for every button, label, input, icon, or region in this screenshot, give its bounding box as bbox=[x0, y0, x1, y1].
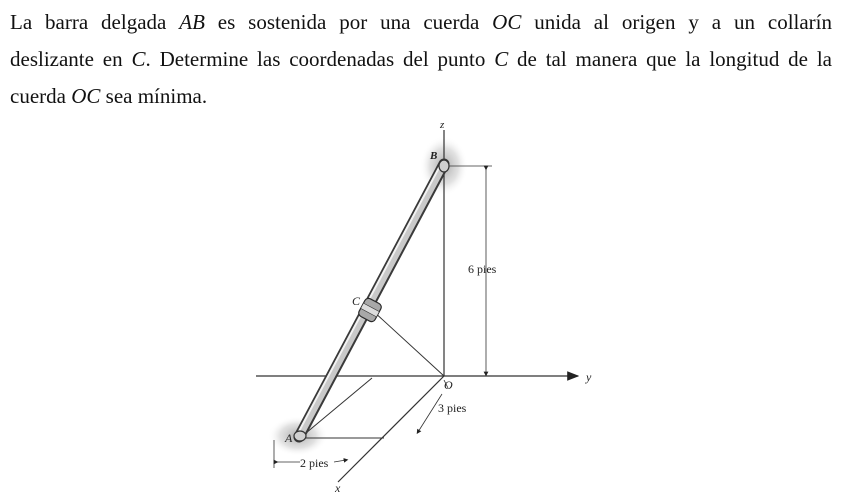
text-segment: . Determine las coordenadas del punto bbox=[145, 47, 495, 71]
symbol-OC: OC bbox=[492, 10, 522, 34]
text-segment: La barra delgada bbox=[10, 10, 180, 34]
axis-label-x: x bbox=[335, 481, 341, 495]
text-segment: de tal manera que la longitud de la bbox=[508, 47, 833, 71]
dim-2-label: 2 pies bbox=[300, 456, 329, 470]
symbol-C: C bbox=[131, 47, 146, 71]
dim-2-line-right bbox=[334, 460, 346, 462]
symbol-AB: AB bbox=[179, 10, 205, 34]
text-segment: es sostenida por una cuerda bbox=[204, 10, 493, 34]
text-segment: deslizante en bbox=[10, 47, 132, 71]
cord-OC bbox=[372, 310, 444, 376]
symbol-C: C bbox=[494, 47, 509, 71]
dim-3-label: 3 pies bbox=[438, 401, 467, 415]
point-label-A: A bbox=[285, 431, 293, 445]
text-segment: unida al origen y a un collarín bbox=[521, 10, 833, 34]
axis-label-z: z bbox=[440, 119, 445, 131]
text-segment: cuerda bbox=[10, 84, 72, 108]
point-label-C: C bbox=[352, 294, 361, 308]
symbol-OC: OC bbox=[71, 84, 101, 108]
dim-6-label: 6 pies bbox=[468, 262, 497, 276]
rod-end-B bbox=[439, 160, 449, 172]
point-label-B: B bbox=[430, 150, 438, 162]
text-segment: sea mínima. bbox=[100, 84, 208, 108]
point-label-O: O bbox=[444, 378, 453, 392]
axis-label-y: y bbox=[586, 370, 592, 384]
x-axis bbox=[338, 376, 444, 482]
rod-end-A bbox=[294, 431, 306, 441]
